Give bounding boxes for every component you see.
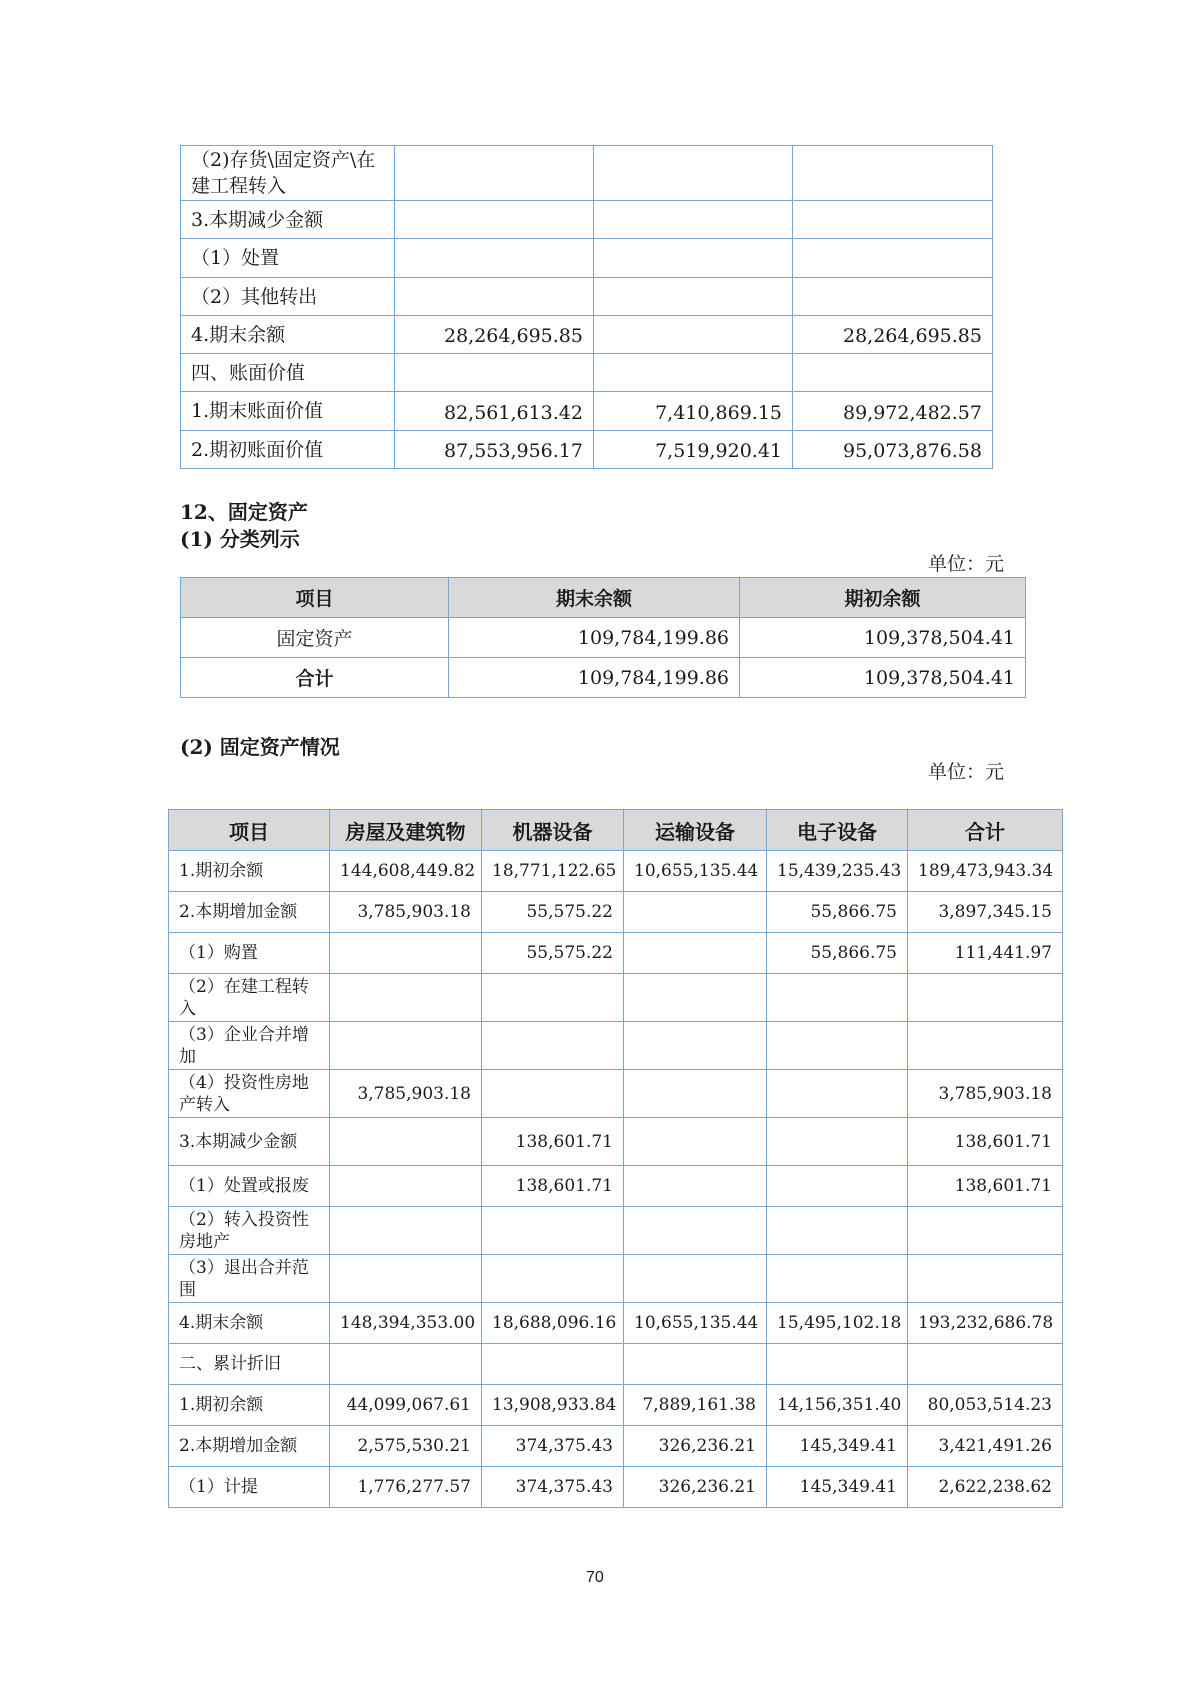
section-title: 12、固定资产 <box>180 500 308 524</box>
table-header-row <box>181 578 1026 618</box>
column-header: 期初余额 <box>740 578 1026 618</box>
table-row: 四、账面价值 <box>181 354 993 392</box>
table-row: 4.期末余额 148,394,353.00 18,688,096.16 10,655,135.44 15,495,102.18 193,232,686.78 <box>169 1303 1063 1344</box>
table-row: （1）处置或报废 138,601.71 138,601.71 <box>169 1166 1063 1207</box>
column-header: 机器设备 <box>482 810 624 851</box>
column-header: 房屋及建筑物 <box>330 810 482 851</box>
table-row: 二、累计折旧 <box>169 1344 1063 1385</box>
table-row: 3.本期减少金额 138,601.71 138,601.71 <box>169 1118 1063 1166</box>
table-row: （1）计提 1,776,277.57 374,375.43 326,236.21 145,349.41 2,622,238.62 <box>169 1467 1063 1508</box>
table-row: 1.期初余额 144,608,449.82 18,771,122.65 10,655,135.44 15,439,235.43 189,473,943.34 <box>169 851 1063 892</box>
table-row: （1）购置 55,575.22 55,866.75 111,441.97 <box>169 933 1063 974</box>
table-row: （2）在建工程转入 <box>169 974 1063 1022</box>
table-row: 固定资产 109,784,199.86 109,378,504.41 <box>181 618 1026 658</box>
classification-table <box>180 577 1026 698</box>
table-row: （3）退出合并范围 <box>169 1255 1063 1303</box>
table-row-total: 合计 109,784,199.86 109,378,504.41 <box>181 658 1026 698</box>
column-header: 项目 <box>181 578 449 618</box>
column-header: 运输设备 <box>624 810 767 851</box>
table-row: （4）投资性房地产转入 3,785,903.18 3,785,903.18 <box>169 1070 1063 1118</box>
column-header: 合计 <box>908 810 1063 851</box>
column-header: 项目 <box>169 810 330 851</box>
table-row: （2）转入投资性房地产 <box>169 1207 1063 1255</box>
column-header: 电子设备 <box>767 810 908 851</box>
table-row: （2）其他转出 <box>181 278 993 316</box>
table-row: （1）处置 <box>181 239 993 278</box>
table-header-row <box>169 810 1063 851</box>
unit-label: 单位：元 <box>928 761 1005 783</box>
table-row: 3.本期减少金额 <box>181 201 993 239</box>
subsection-title-classification: (1) 分类列示 <box>180 527 300 551</box>
table-row: 2.本期增加金额 3,785,903.18 55,575.22 55,866.75 3,897,345.15 <box>169 892 1063 933</box>
table-row: 2.本期增加金额 2,575,530.21 374,375.43 326,236.21 145,349.41 3,421,491.26 <box>169 1426 1063 1467</box>
fixed-assets-table <box>168 809 1063 1508</box>
column-header: 期末余额 <box>449 578 740 618</box>
table-row: 1.期末账面价值 82,561,613.42 7,410,869.15 89,972,482.57 <box>181 392 993 431</box>
table-row: 4.期末余额 28,264,695.85 28,264,695.85 <box>181 316 993 354</box>
table-row: （3）企业合并增加 <box>169 1022 1063 1070</box>
subsection-title-details: (2) 固定资产情况 <box>180 735 340 759</box>
continuation-table <box>180 145 993 469</box>
table-row: 1.期初余额 44,099,067.61 13,908,933.84 7,889,161.38 14,156,351.40 80,053,514.23 <box>169 1385 1063 1426</box>
table-row: 2.期初账面价值 87,553,956.17 7,519,920.41 95,073,876.58 <box>181 431 993 469</box>
page-number: 70 <box>586 1569 604 1586</box>
table-row: （2)存货\固定资产\在建工程转入 <box>181 146 993 201</box>
unit-label: 单位：元 <box>928 553 1005 575</box>
